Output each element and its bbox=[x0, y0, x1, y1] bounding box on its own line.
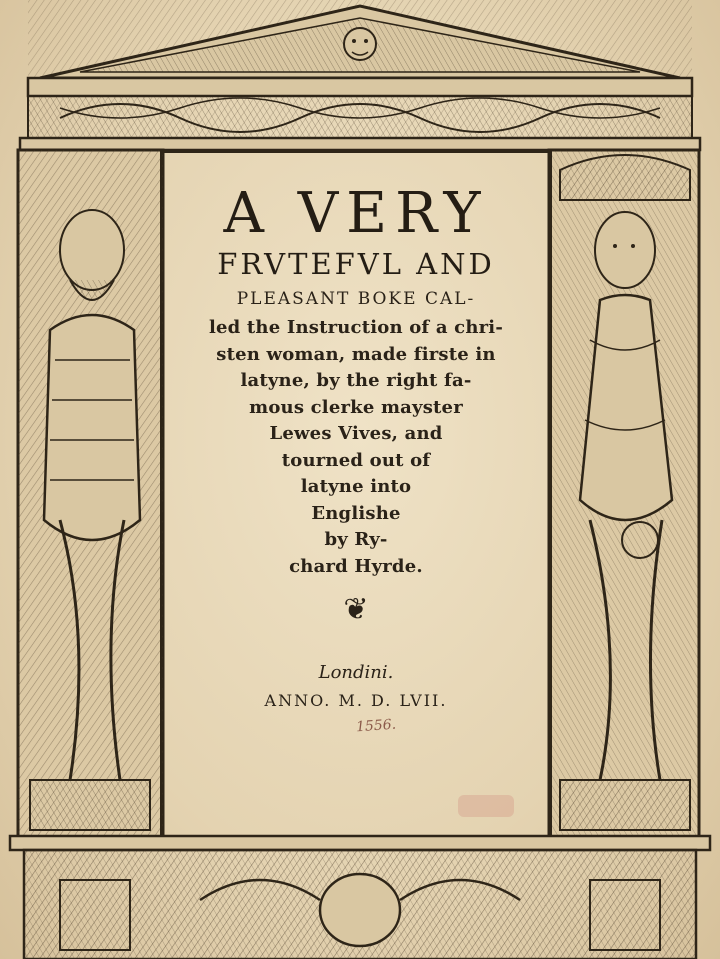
body-line: sten woman, made firste in bbox=[216, 343, 496, 365]
body-line: mous clerke mayster bbox=[249, 396, 463, 418]
manuscript-note: 1556. bbox=[355, 716, 397, 736]
body-line: led the Instruction of a chri- bbox=[208, 317, 504, 338]
fleuron-icon: ❦ bbox=[343, 592, 369, 627]
title-line-2: FRVTEFVL AND bbox=[217, 247, 495, 281]
faded-stamp bbox=[458, 795, 514, 817]
title-line-1: A VERY bbox=[223, 181, 489, 246]
imprint-place: Londini. bbox=[318, 662, 394, 683]
left-column-figure bbox=[18, 150, 163, 840]
title-line-3: PLEASANT BOKE CAL- bbox=[236, 289, 476, 309]
body-line: chard Hyrde. bbox=[289, 555, 423, 577]
imprint-year: ANNO. M. D. LVII. bbox=[264, 691, 448, 710]
base-ornament bbox=[10, 836, 710, 959]
body-line: Lewes Vives, and bbox=[269, 423, 443, 444]
body-line: Englishe bbox=[311, 502, 401, 524]
body-line: latyne into bbox=[300, 476, 412, 497]
right-column-figure bbox=[549, 150, 699, 840]
body-line: latyne, by the right fa- bbox=[240, 370, 472, 391]
pediment-ornament bbox=[20, 0, 700, 150]
body-line: tourned out of bbox=[281, 449, 431, 471]
body-line: by Ry- bbox=[324, 529, 388, 550]
title-text-panel bbox=[163, 155, 549, 835]
